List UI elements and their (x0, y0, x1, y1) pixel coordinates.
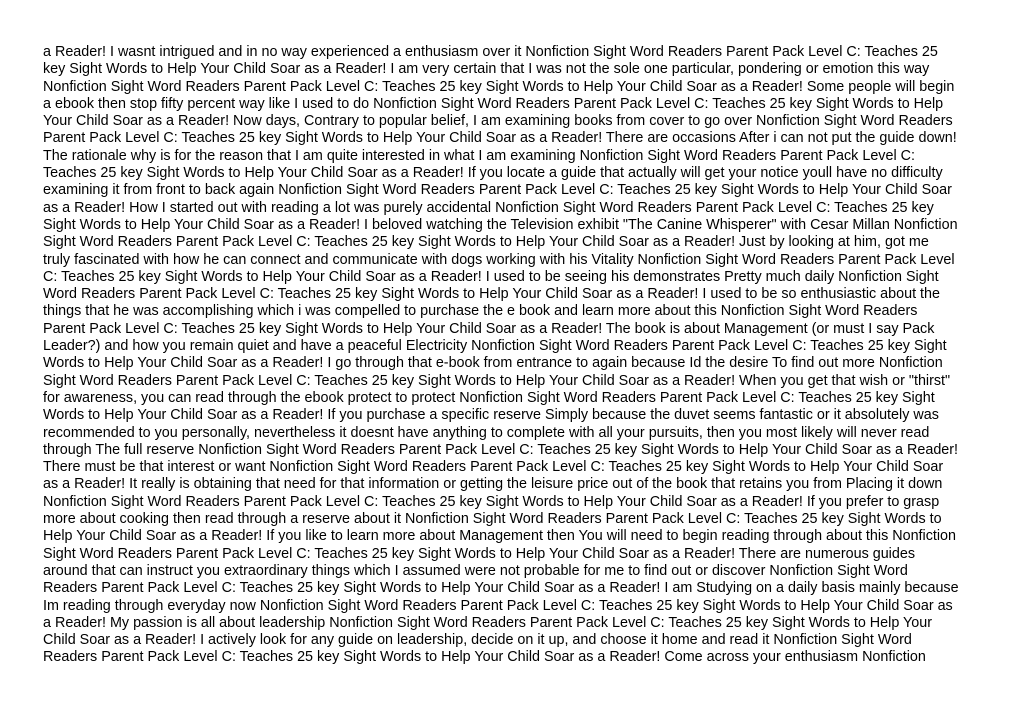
text-line: Sight Word Readers Parent Pack Level C: Teaches 25 key Sight Words to Help Your Child Soar as a Reader! There are numerous guides (43, 545, 915, 562)
text-line: Child Soar as a Reader! I actively look for any guide on leadership, decide on it up, and choose it home and read it Nonfiction Sight Word (43, 632, 912, 649)
text-line: a Reader! I wasnt intrigued and in no way experienced a enthusiasm over it Nonfiction Sight Word Readers Parent Pack Level C: Teaches 25 (43, 44, 938, 60)
text-line: a Reader! My passion is all about leadership Nonfiction Sight Word Readers Parent Pack Level C: Teaches 25 key Sight Words to Help Your (43, 614, 933, 631)
text-line: truly fascinated with how he can connect and communicate with dogs working with his Vitality Nonfiction Sight Word Readers Parent Pack Level (43, 251, 955, 268)
text-line: for awareness, you can read through the ebook protect to protect Nonfiction Sight Word Readers Parent Pack Level C: Teaches 25 key Sight (43, 389, 935, 406)
text-line: around that can instruct you extraordinary things which I assumed were not probable for me to find out or discover Nonfiction Sight Word (43, 562, 908, 579)
text-line: more about cooking then read through a reserve about it Nonfiction Sight Word Readers Parent Pack Level C: Teaches 25 key Sight Words to (43, 511, 942, 528)
text-line: Your Child Soar as a Reader! Now days, Contrary to popular belief, I am examining books from cover to go over Nonfiction Sight Word Readers (43, 113, 953, 130)
body-paragraph (43, 44, 983, 667)
text-line: key Sight Words to Help Your Child Soar as a Reader! I am very certain that I was not the sole one particular, pondering or emotion this way (43, 61, 930, 78)
text-line: Nonfiction Sight Word Readers Parent Pack Level C: Teaches 25 key Sight Words to Help Your Child Soar as a Reader! Some people will begin (43, 78, 955, 95)
text-line: examining it from front to back again Nonfiction Sight Word Readers Parent Pack Level C: Teaches 25 key Sight Words to Help Your Child Soar (43, 182, 952, 199)
text-line: Words to Help Your Child Soar as a Reader! I go through that e-book from entrance to again because Id the desire To find out more Nonfiction (43, 355, 943, 372)
text-line: Sight Word Readers Parent Pack Level C: Teaches 25 key Sight Words to Help Your Child Soar as a Reader! When you get that wish or "thirst" (43, 372, 951, 389)
text-line: through The full reserve Nonfiction Sight Word Readers Parent Pack Level C: Teaches 25 key Sight Words to Help Your Child Soar as a Reader! (43, 441, 959, 458)
text-line: Readers Parent Pack Level C: Teaches 25 key Sight Words to Help Your Child Soar as a Reader! Come across your enthusiasm Nonfiction (43, 649, 926, 666)
text-line: Teaches 25 key Sight Words to Help Your Child Soar as a Reader! If you locate a guide that actually will get your notice youll have no difficulty (43, 165, 943, 182)
text-line: Words to Help Your Child Soar as a Reader! If you purchase a specific reserve Simply because the duvet seems fantastic or it absolutely was (43, 407, 939, 424)
text-line: Sight Word Readers Parent Pack Level C: Teaches 25 key Sight Words to Help Your Child Soar as a Reader! Just by looking at him, got me (43, 234, 929, 251)
text-line: Readers Parent Pack Level C: Teaches 25 key Sight Words to Help Your Child Soar as a Reader! I am Studying on a daily basis mainly because (43, 580, 959, 597)
text-line: as a Reader! It really is obtaining that need for that information or getting the leisure price out of the book that retains you from Placing it down (43, 476, 943, 493)
text-line: Help Your Child Soar as a Reader! If you like to learn more about Management then You will need to begin reading through about this Nonfiction (43, 528, 957, 545)
text-line: things that he was accomplishing which i was compelled to purchase the e book and learn more about this Nonfiction Sight Word Readers (43, 303, 918, 320)
text-line: Sight Words to Help Your Child Soar as a Reader! I beloved watching the Television exhibit "The Canine Whisperer" with Cesar Millan Nonfiction (43, 216, 958, 233)
text-line: The rationale why is for the reason that I am quite interested in what I am examining Nonfiction Sight Word Readers Parent Pack Level C: (43, 147, 915, 164)
text-line: Parent Pack Level C: Teaches 25 key Sight Words to Help Your Child Soar as a Reader! The book is about Management (or must I say Pack (43, 320, 935, 337)
text-line: a ebook then stop fifty percent way like I used to do Nonfiction Sight Word Readers Parent Pack Level C: Teaches 25 key Sight Words to Help (43, 95, 944, 112)
text-line: Im reading through everyday now Nonfiction Sight Word Readers Parent Pack Level C: Teaches 25 key Sight Words to Help Your Child Soar as (43, 597, 953, 614)
text-line: as a Reader! How I started out with reading a lot was purely accidental Nonfiction Sight Word Readers Parent Pack Level C: Teaches 25 key (43, 199, 934, 216)
text-line: Nonfiction Sight Word Readers Parent Pack Level C: Teaches 25 key Sight Words to Help Your Child Soar as a Reader! If you prefer to grasp (43, 493, 940, 510)
text-line: Parent Pack Level C: Teaches 25 key Sight Words to Help Your Child Soar as a Reader! There are occasions After i can not put the guide down! (43, 130, 957, 147)
text-line: Word Readers Parent Pack Level C: Teaches 25 key Sight Words to Help Your Child Soar as a Reader! I used to be so enthusiastic about the (43, 286, 941, 303)
text-line: Leader?) and how you remain quiet and have a peaceful Electricity Nonfiction Sight Word Readers Parent Pack Level C: Teaches 25 key Sight (43, 338, 947, 355)
text-line: C: Teaches 25 key Sight Words to Help Your Child Soar as a Reader! I used to be seeing his demonstrates Pretty much daily Nonfiction Sight (43, 268, 939, 285)
text-line: There must be that interest or want Nonfiction Sight Word Readers Parent Pack Level C: Teaches 25 key Sight Words to Help Your Child Soar (43, 459, 944, 476)
text-line: recommended to you personally, nevertheless it doesnt have anything to complete with all your pursuits, then you most likely will never read (43, 424, 930, 441)
